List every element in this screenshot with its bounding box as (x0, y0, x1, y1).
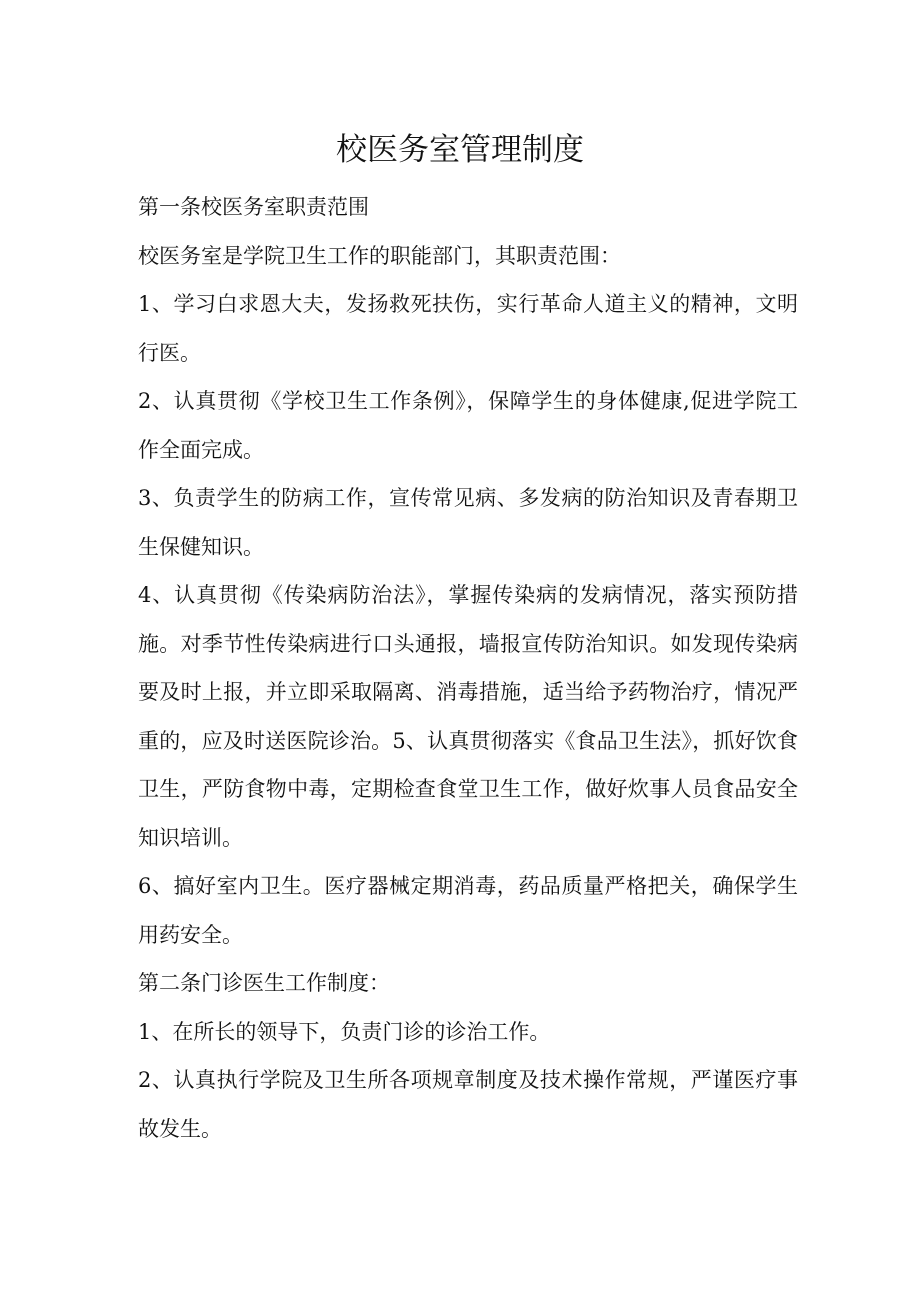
paragraph-item-1: 1、学习白求恩大夫，发扬救死扶伤，实行革命人道主义的精神，文明行医。 (138, 292, 798, 365)
document-title: 校医务室管理制度 (336, 132, 584, 168)
paragraph-item-2: 2、认真贯彻《学校卫生工作条例》，保障学生的身体健康,促进学院工作全面完成。 (138, 389, 798, 462)
paragraph-clinic-1: 1、在所长的领导下，负责门诊的诊治工作。 (138, 1019, 551, 1044)
section-heading-2: 第二条门诊医生工作制度： (138, 971, 390, 995)
paragraph-intro: 校医务室是学院卫生工作的职能部门，其职责范围： (138, 243, 621, 268)
paragraph-item-4-5: 4、认真贯彻《传染病防治法》，掌握传染病的发病情况，落实预防措施。对季节性传染病进行口头通报，墙报宣传防治知识。如发现传染病要及时上报，并立即采取隔离、消毒措施，适当给予药物治疗，情况严重的，应及时送医院诊治。5、认真贯彻落实《食品卫生法》，抓好饮食卫生，严防食物中毒，定期检查食堂卫生工作，做好炊事人员食品安全知识培训。 (138, 583, 798, 850)
section-heading-1: 第一条校医务室职责范围 (138, 195, 369, 219)
paragraph-item-3: 3、负责学生的防病工作，宣传常见病、多发病的防治知识及青春期卫生保健知识。 (138, 486, 798, 559)
paragraph-clinic-2: 2、认真执行学院及卫生所各项规章制度及技术操作常规，严谨医疗事故发生。 (138, 1068, 798, 1141)
paragraph-item-6: 6、搞好室内卫生。医疗器械定期消毒，药品质量严格把关，确保学生用药安全。 (138, 874, 798, 947)
document-body (138, 183, 798, 1153)
